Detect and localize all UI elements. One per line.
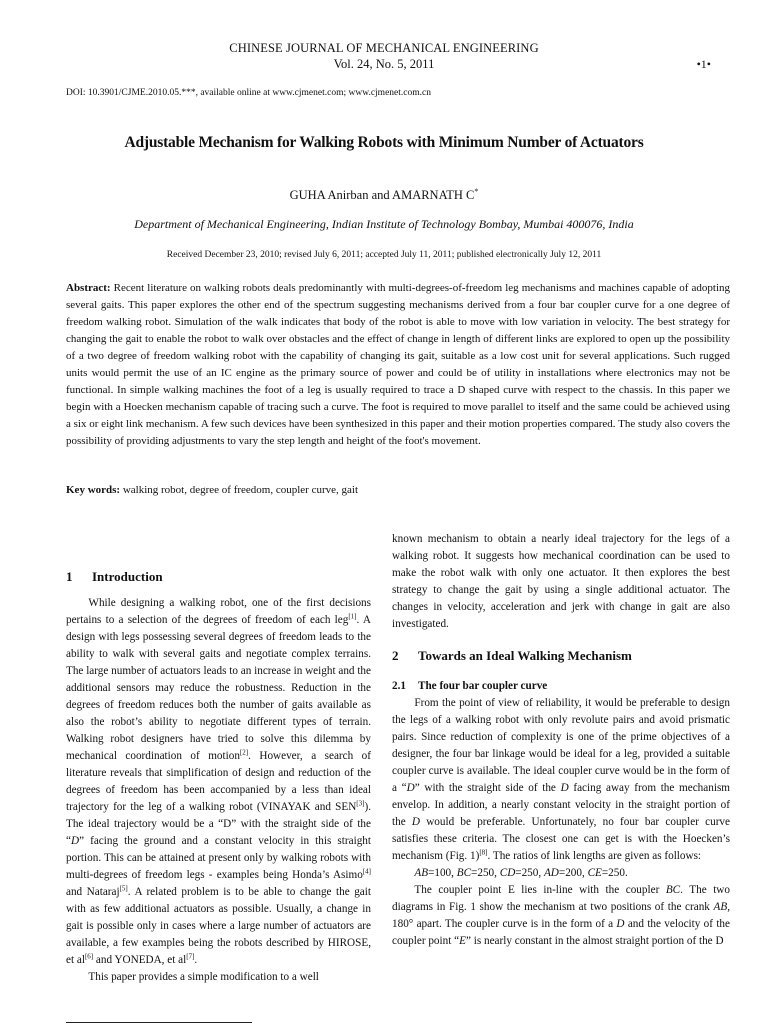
section-title: Introduction xyxy=(92,569,163,584)
subsection-number: 2.1 xyxy=(392,680,406,692)
citation: [4] xyxy=(362,867,371,876)
corresponding-mark: * xyxy=(474,186,479,196)
doi-line: DOI: 10.3901/CJME.2010.05.***, available online at www.cjmenet.com; www.cjmenet.com.cn xyxy=(66,88,431,98)
citation: [5] xyxy=(119,884,128,893)
paper-title: Adjustable Mechanism for Walking Robots with Minimum Number of Actuators xyxy=(124,134,644,151)
citation: [7] xyxy=(186,952,195,961)
received-dates: Received December 23, 2010; revised July 6, 2011; accepted July 11, 2011; published electronically July 12, 2011 xyxy=(166,250,602,260)
page-number: •1• xyxy=(696,57,711,71)
citation: [8] xyxy=(479,848,488,857)
paragraph: The coupler point E lies in-line with the coupler BC. The two diagrams in Fig. 1 show the mechanism at two positions of the crank AB, 180° apart. The coupler curve is in the form of a D and the velocity of the coupler point “E” is nearly constant in the almost straight portion of the D xyxy=(392,884,730,947)
paragraph: From the point of view of reliability, it would be preferable to design the legs of a walking robot with only revolute pairs and avoid prismatic pairs. Since reduction of complexity is one of the prime objectives of a designer, the four bar linkage would be ideal for a leg, provided a suitable coupler curve is available. The ideal coupler curve would be in the form of a “D” with the straight side of the D facing away from the mechanism envelop. In addition, a nearly constant velocity in the straight portion of the D would be preferable. Unfortunately, no four bar coupler curve satisfies these criteria. The closest one can get is with the Hoecken’s mechanism (Fig. 1)[8]. The ratios of link lengths are given as follows: xyxy=(392,697,731,862)
link-ratios: AB=100, BC=250, CD=250, AD=200, CE=250. xyxy=(414,867,628,879)
keywords xyxy=(66,484,730,496)
left-column xyxy=(66,568,371,986)
affiliation: Department of Mechanical Engineering, Indian Institute of Technology Bombay, Mumbai 400076, India xyxy=(134,217,634,231)
footnote-divider xyxy=(66,1022,252,1023)
section-number: 2 xyxy=(392,648,399,663)
keywords-label: Key words: xyxy=(66,484,121,496)
citation: [2] xyxy=(239,748,249,757)
abstract xyxy=(66,280,730,450)
citation: [1] xyxy=(348,612,357,621)
paragraph: This paper provides a simple modification to a well xyxy=(88,971,319,983)
section-heading xyxy=(66,568,371,585)
right-column xyxy=(392,531,730,950)
subsection-title: The four bar coupler curve xyxy=(418,680,548,692)
author-names: GUHA Anirban and AMARNATH C xyxy=(289,188,475,202)
keywords-text: walking robot, degree of freedom, coupler curve, gait xyxy=(122,484,359,496)
citation: [3] xyxy=(356,799,365,808)
subsection-heading xyxy=(392,678,730,695)
section-heading xyxy=(392,647,730,664)
paragraph-continued: known mechanism to obtain a nearly ideal trajectory for the legs of a walking robot. It suggests how mechanical coordination can be used to make the robot walk with only one actuator. It then explores the best strategy to change the gait by using a single additional actuator. The changes in velocity, acceleration and jerk with change in gait are also investigated. xyxy=(392,533,730,630)
section-number: 1 xyxy=(66,569,73,584)
authors xyxy=(0,188,768,203)
paragraph: While designing a walking robot, one of the first decisions pertains to a selection of the degrees of freedom of each leg[1]. A design with legs possessing several degrees of freedom leads to the ability to walk with several gaits and negotiate complex terrains. The large number of actuators leads to an increase in weight and the additional sensors may reduce the robustness. Reduction in the degrees of freedom reduces both the number of gaits available as also the robot’s ability to negotiate different types of terrain. Walking robot designers have tried to solve this dilemma by mechanical coordination of motion[2]. However, a search of literature reveals that simplification of design and reduction of the degrees of freedom has been accompanied by a less than ideal trajectory for the leg of a walking robot (VINAYAK and SEN[3]). The ideal trajectory would be a “D” with the straight side of the “D” facing the ground and a constant velocity in this straight portion. This can be attained at present only by walking robots with multi-degrees of freedom legs - examples being Honda’s Asimo[4] and Nataraj[5]. A related problem is to be able to change the gait with as few additional actuators as possible. Usually, a change in gait is possible only in cases where a large number of actuators are available, a few examples being the robots described by HIROSE, et al[6] and YONEDA, et al[7]. xyxy=(66,597,371,966)
section-title: Towards an Ideal Walking Mechanism xyxy=(418,648,632,663)
abstract-label: Abstract: xyxy=(66,282,111,294)
journal-name: CHINESE JOURNAL OF MECHANICAL ENGINEERING xyxy=(229,41,539,55)
abstract-text: Recent literature on walking robots deals predominantly with multi-degrees-of-freedom leg mechanisms and machines capable of adopting several gaits. This paper explores the other end of the spectrum suggesting mechanisms derived from a four bar coupler curve for a one degree of freedom walking robot. Simulation of the walk indicates that body of the robot is able to move with low variation in velocity. The best strategy for changing the gait to enable the robot to walk over obstacles and the effect of change in length of different links are explored to open up the possibility of a two degree of freedom walking robot with the capability of changing its gait, suitable as a low cost unit for several applications. Such rugged units would permit the use of an IC engine as the primary source of power and could be of utility in installations where electronics may not be functional. In simple walking machines the foot of a leg is usually required to trace a D shaped curve with respect to the chassis. In this paper we begin with a Hoecken mechanism capable of tracing such a curve. The foot is required to move parallel to itself and the same could be achieved using a six or eight link mechanism. A few such devices have been synthesized in this paper and their motion properties compared. The study also covers the possibility of providing adjustments to vary the step length and height of the foot's movement. xyxy=(66,282,731,447)
volume-info: Vol. 24, No. 5, 2011 xyxy=(333,57,435,71)
citation: [6] xyxy=(84,952,94,961)
